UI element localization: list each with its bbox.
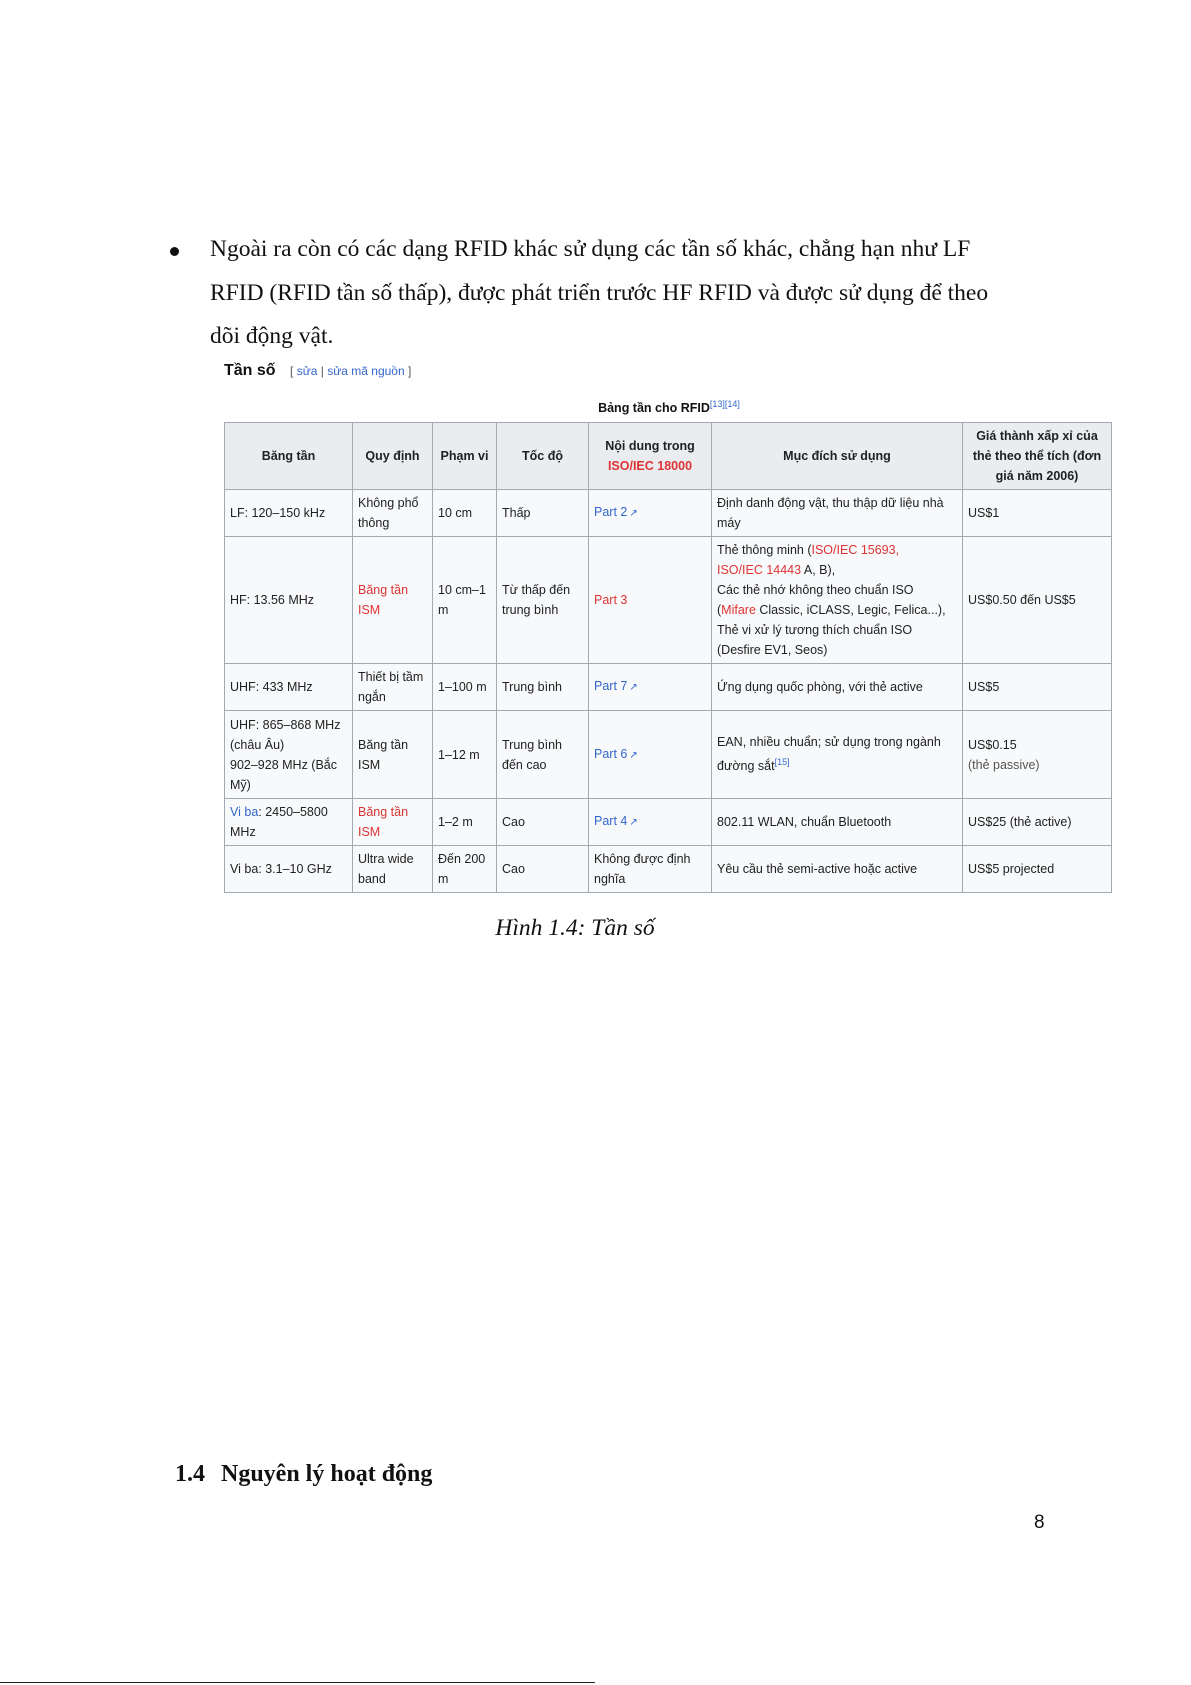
cell-speed: Thấp — [497, 490, 589, 537]
band-text: 902–928 MHz (Bắc Mỹ) — [230, 757, 338, 792]
cell-content — [589, 799, 712, 846]
cell-content — [589, 490, 712, 537]
cell-content — [589, 537, 712, 664]
cell-cost: US$25 (thẻ active) — [963, 799, 1112, 846]
cell-cost: US$5 projected — [963, 846, 1112, 893]
cell-range: 1–12 m — [433, 711, 497, 799]
cell-purpose: 802.11 WLAN, chuẩn Bluetooth — [712, 799, 963, 846]
iso-14443-link[interactable]: ISO/IEC 14443 — [717, 563, 802, 577]
table-row — [225, 664, 1112, 711]
figure-caption: Hình 1.4: Tần số — [495, 915, 655, 941]
reference-link[interactable]: [15] — [774, 757, 790, 768]
cell-cost — [963, 711, 1112, 799]
header-range: Phạm vi — [433, 423, 497, 490]
section-heading-title: Nguyên lý hoạt động — [221, 1461, 433, 1487]
header-purpose: Mục đích sử dụng — [712, 423, 963, 490]
part-link[interactable]: Part 4 — [594, 814, 628, 828]
table-header-row — [225, 423, 1112, 490]
bullet-dot-icon — [170, 247, 179, 256]
table-row — [225, 490, 1112, 537]
purpose-text: EAN, nhiều chuẩn; sử dụng trong ngành đường sắt — [717, 735, 941, 774]
part-link[interactable]: Part 2 — [594, 505, 628, 519]
cost-text: US$0.15 — [968, 737, 1017, 752]
cell-range: 10 cm–1 m — [433, 537, 497, 664]
cell-purpose — [712, 537, 963, 664]
cell-regulation-link[interactable]: Băng tần ISM — [353, 799, 433, 846]
cell-regulation: Ultra wide band — [353, 846, 433, 893]
table-row — [225, 537, 1112, 664]
microwave-link[interactable]: Vi ba — [230, 805, 259, 819]
external-link-icon: ↗ — [629, 817, 638, 828]
band-text: (châu Âu) — [230, 737, 285, 752]
cell-purpose: Yêu cầu thẻ semi-active hoặc active — [712, 846, 963, 893]
cell-regulation: Không phổ thông — [353, 490, 433, 537]
cell-range: Đến 200 m — [433, 846, 497, 893]
header-cost: Giá thành xấp xỉ của thẻ theo thể tích (đơn giá năm 2006) — [963, 423, 1112, 490]
section-number: 1.4 — [175, 1461, 205, 1487]
edit-links — [290, 364, 411, 378]
purpose-text: Thẻ thông minh ( — [717, 543, 812, 557]
cell-content — [589, 711, 712, 799]
table-caption — [224, 399, 1114, 415]
cell-range: 1–100 m — [433, 664, 497, 711]
cell-content: Không được định nghĩa — [589, 846, 712, 893]
external-link-icon: ↗ — [629, 508, 638, 519]
cell-band: HF: 13.56 MHz — [225, 537, 353, 664]
part-link[interactable]: Part 7 — [594, 679, 628, 693]
band-text: : 2450–5800 MHz — [230, 805, 328, 839]
purpose-text: A, B), — [801, 563, 836, 577]
bullet-line-3: dõi động vật. — [210, 323, 334, 349]
section-heading — [175, 1461, 432, 1488]
edit-link[interactable]: sửa — [296, 364, 318, 378]
header-regulation: Quy định — [353, 423, 433, 490]
external-link-icon: ↗ — [629, 749, 638, 761]
cell-band: LF: 120–150 kHz — [225, 490, 353, 537]
cost-note: (thẻ passive) — [968, 757, 1040, 772]
cell-regulation: Băng tần ISM — [353, 711, 433, 799]
edit-source-link[interactable]: sửa mã nguồn — [327, 364, 405, 378]
part-link[interactable]: Part 3 — [594, 593, 628, 607]
iso-18000-link[interactable]: ISO/IEC 18000 — [607, 459, 693, 473]
cell-speed: Cao — [497, 799, 589, 846]
band-text: UHF: 865–868 MHz — [230, 717, 341, 732]
caption-refs[interactable]: [13][14] — [709, 399, 740, 409]
section-title: Tần số — [224, 362, 276, 379]
bullet-line-1: Ngoài ra còn có các dạng RFID khác sử dụng các tần số khác, chẳng hạn như LF — [210, 236, 971, 262]
iso-15693-link[interactable]: ISO/IEC 15693, — [811, 543, 900, 557]
part-link[interactable]: Part 6 — [594, 746, 628, 761]
cell-cost: US$5 — [963, 664, 1112, 711]
wiki-section-header — [224, 362, 411, 380]
purpose-text: Các thẻ nhớ không theo chuẩn ISO — [717, 583, 914, 597]
cell-cost: US$0.50 đến US$5 — [963, 537, 1112, 664]
mifare-link[interactable]: Mifare — [721, 603, 756, 617]
cell-range: 10 cm — [433, 490, 497, 537]
cell-regulation-link[interactable]: Băng tần ISM — [353, 537, 433, 664]
purpose-text: (Desfire EV1, Seos) — [717, 643, 828, 657]
header-speed: Tốc độ — [497, 423, 589, 490]
cell-range: 1–2 m — [433, 799, 497, 846]
footer-divider — [0, 1682, 595, 1683]
edit-separator: | — [320, 364, 324, 378]
table-caption-text: Bảng tần cho RFID — [598, 401, 710, 416]
purpose-text: Classic, iCLASS, Legic, Felica...), — [755, 603, 946, 617]
cell-band — [225, 711, 353, 799]
header-band: Băng tần — [225, 423, 353, 490]
cell-band — [225, 799, 353, 846]
cell-purpose: Định danh động vật, thu thập dữ liệu nhà máy — [712, 490, 963, 537]
cell-purpose: Ứng dụng quốc phòng, với thẻ active — [712, 664, 963, 711]
cell-speed: Từ thấp đến trung bình — [497, 537, 589, 664]
cell-purpose — [712, 711, 963, 799]
table-row — [225, 711, 1112, 799]
header-content — [589, 423, 712, 490]
cell-speed: Trung bình — [497, 664, 589, 711]
cell-cost: US$1 — [963, 490, 1112, 537]
table-row — [225, 846, 1112, 893]
cell-speed: Trung bình đến cao — [497, 711, 589, 799]
cell-band: UHF: 433 MHz — [225, 664, 353, 711]
purpose-text: Thẻ vi xử lý tương thích chuẩn ISO — [717, 623, 913, 637]
cell-band: Vi ba: 3.1–10 GHz — [225, 846, 353, 893]
bracket-open: [ — [290, 364, 294, 378]
header-content-text: Nội dung trong — [605, 439, 695, 453]
table-row — [225, 799, 1112, 846]
bracket-close: ] — [408, 364, 412, 378]
rfid-frequency-table — [224, 422, 1112, 893]
cell-regulation: Thiết bị tầm ngắn — [353, 664, 433, 711]
purpose-text: ( — [717, 603, 722, 617]
bullet-line-2: RFID (RFID tần số thấp), được phát triển trước HF RFID và được sử dụng để theo — [210, 279, 989, 306]
cell-speed: Cao — [497, 846, 589, 893]
cell-content — [589, 664, 712, 711]
external-link-icon: ↗ — [629, 682, 638, 693]
page-number: 8 — [1034, 1512, 1045, 1533]
